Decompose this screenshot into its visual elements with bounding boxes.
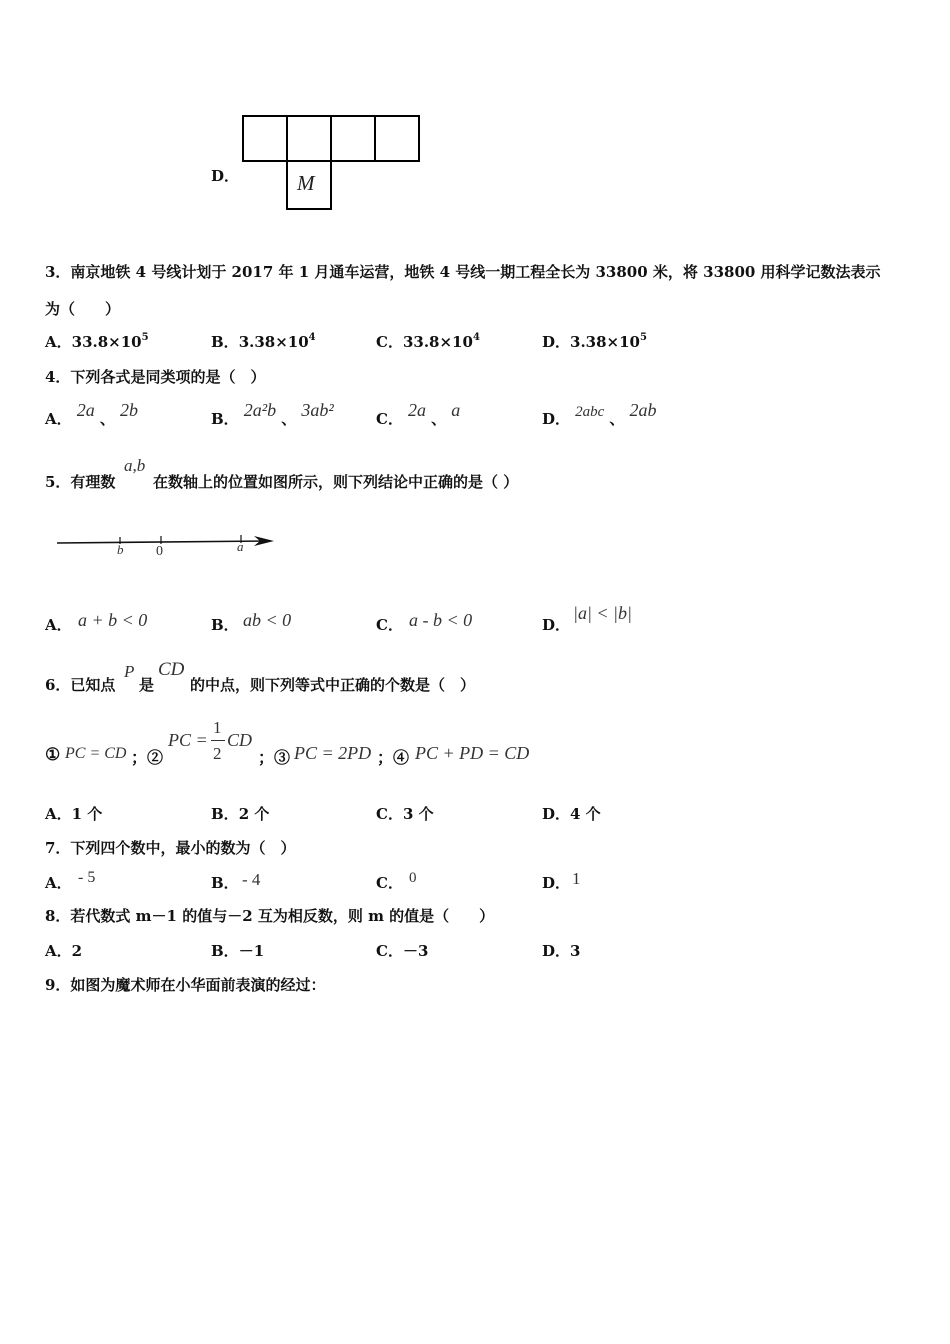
option-text: 1 个	[71, 805, 103, 823]
eq2-frac-num: 1	[213, 718, 222, 737]
option-label: D．	[542, 805, 571, 823]
option-label: C．	[376, 942, 403, 960]
option-exp: 5	[141, 332, 149, 343]
option-base: 3.38×10	[238, 333, 309, 351]
option-label: A．	[45, 410, 72, 428]
option-text: 2	[71, 942, 83, 960]
q6-stem-pre: 6．已知点	[45, 676, 116, 694]
q5-stem-post: 在数轴上的位置如图所示，则下列结论中正确的是（ ）	[153, 473, 519, 491]
q8-stem: 8．若代数式 m－1 的值与－2 互为相反数，则 m 的值是（ ）	[45, 907, 495, 925]
q7-option-d-value: 1	[572, 869, 581, 888]
q6-option-b	[211, 803, 269, 824]
q4-option-a	[45, 400, 138, 428]
q5-option-d-expr: |a| < |b|	[573, 603, 632, 623]
eq2-frac-den: 2	[213, 744, 222, 763]
q5-option-c-expr: a - b < 0	[409, 610, 473, 630]
q6-point-p: P	[124, 662, 135, 681]
option-label: C．	[376, 333, 403, 351]
q8-option-b	[211, 940, 264, 961]
q3-option-c	[376, 331, 480, 352]
option-exp: 4	[472, 332, 480, 343]
q6-option-c	[376, 803, 434, 824]
q7-option-b-value: - 4	[242, 870, 261, 889]
q4-option-c	[376, 400, 461, 428]
q4-option-b	[211, 400, 334, 428]
option-label: D．	[542, 410, 571, 428]
q6-option-d	[542, 803, 601, 824]
eq3: PC = 2PD	[294, 743, 372, 763]
axis-label-a: a	[237, 539, 244, 554]
q5-stem-pre: 5．有理数	[45, 473, 116, 491]
q9-stem: 9．如图为魔术师在小华面前表演的经过：	[45, 976, 326, 994]
option-label: A．	[45, 333, 72, 351]
option-base: 33.8×10	[402, 333, 473, 351]
q4-stem: 4．下列各式是同类项的是（ ）	[45, 368, 266, 386]
q7-option-c-label: C．	[376, 874, 403, 892]
separator: 、	[99, 410, 115, 428]
q2-option-d-label: D．	[211, 167, 240, 185]
q8-option-a	[45, 940, 82, 961]
q4-option-d	[542, 400, 657, 428]
q5-vars: a,b	[124, 456, 146, 475]
option-label: B．	[211, 942, 239, 960]
eq4: PC + PD = CD	[415, 743, 530, 763]
q3-stem-line1: 3．南京地铁 4 号线计划于 2017 年 1 月通车运营，地铁 4 号线一期工程全长为 33800 米，将 33800 用科学记数法表示	[45, 263, 881, 281]
q3-option-d	[542, 331, 647, 352]
separator: 、	[431, 410, 447, 428]
option-base: 33.8×10	[71, 333, 142, 351]
net-square	[242, 115, 288, 162]
q6-stem-post: 的中点，则下列等式中正确的个数是（ ）	[190, 676, 476, 694]
option-exp: 4	[308, 332, 316, 343]
q7-stem: 7．下列四个数中，最小的数为（ ）	[45, 839, 296, 857]
option-label: B．	[211, 805, 239, 823]
term: 2a²b	[243, 400, 277, 420]
q5-option-b-label: B．	[211, 616, 239, 634]
net-square	[330, 115, 376, 162]
option-label: A．	[45, 805, 72, 823]
option-label: C．	[376, 410, 403, 428]
term: 3ab²	[301, 400, 334, 420]
axis-label-zero: 0	[156, 544, 163, 559]
frac-bar	[211, 740, 225, 741]
axis-label-b: b	[117, 542, 124, 557]
q8-option-c	[376, 940, 428, 961]
eq-separator: ；②	[131, 748, 164, 767]
term: 2abc	[575, 404, 605, 420]
option-text: 3	[570, 942, 581, 960]
term: 2b	[119, 400, 138, 420]
eq-separator: ；③	[258, 748, 291, 767]
option-text: 3 个	[402, 805, 434, 823]
option-label: D．	[542, 942, 571, 960]
q3-option-a	[45, 331, 149, 352]
term: a	[451, 400, 461, 420]
option-text: 4 个	[570, 805, 601, 823]
term: 2a	[76, 400, 95, 420]
q7-option-d-label: D．	[542, 874, 571, 892]
q6-option-a	[45, 803, 102, 824]
term: 2ab	[629, 400, 657, 420]
net-square	[286, 115, 332, 162]
option-label: B．	[211, 410, 239, 428]
separator: 、	[609, 410, 625, 428]
q5-number-line	[50, 528, 290, 568]
term: 2a	[408, 400, 427, 420]
option-text: －3	[402, 942, 429, 960]
q3-stem-line2: 为（ ）	[45, 300, 121, 318]
option-label: B．	[211, 333, 239, 351]
q7-option-a-value: - 5	[78, 869, 96, 886]
q5-option-a-expr: a + b < 0	[78, 610, 148, 630]
option-exp: 5	[640, 332, 647, 343]
option-base: 3.38×10	[570, 333, 640, 351]
eq1-mark: ①	[45, 745, 61, 765]
option-label: A．	[45, 942, 72, 960]
q7-option-b-label: B．	[211, 874, 239, 892]
net-square	[374, 115, 420, 162]
q7-option-a-label: A．	[45, 874, 72, 892]
option-label: C．	[376, 805, 403, 823]
eq2-post: CD	[227, 730, 253, 750]
q7-option-c-value: 0	[409, 870, 417, 886]
q6-is: 是	[139, 676, 155, 694]
q8-option-d	[542, 940, 580, 961]
q3-option-b	[211, 331, 316, 352]
separator: 、	[281, 410, 297, 428]
q5-option-c-label: C．	[376, 616, 403, 634]
net-letter: M	[297, 171, 315, 195]
option-text: －1	[238, 942, 265, 960]
q5-option-b-expr: ab < 0	[243, 610, 292, 630]
net-square-m	[286, 160, 332, 210]
eq2-pre: PC =	[168, 730, 208, 750]
q6-segment-cd: CD	[158, 659, 185, 680]
option-text: 2 个	[238, 805, 270, 823]
eq1: PC = CD	[65, 745, 127, 762]
q5-option-d-label: D．	[542, 616, 571, 634]
option-label: D．	[542, 333, 571, 351]
q5-option-a-label: A．	[45, 616, 72, 634]
eq-separator: ；④	[377, 748, 410, 767]
